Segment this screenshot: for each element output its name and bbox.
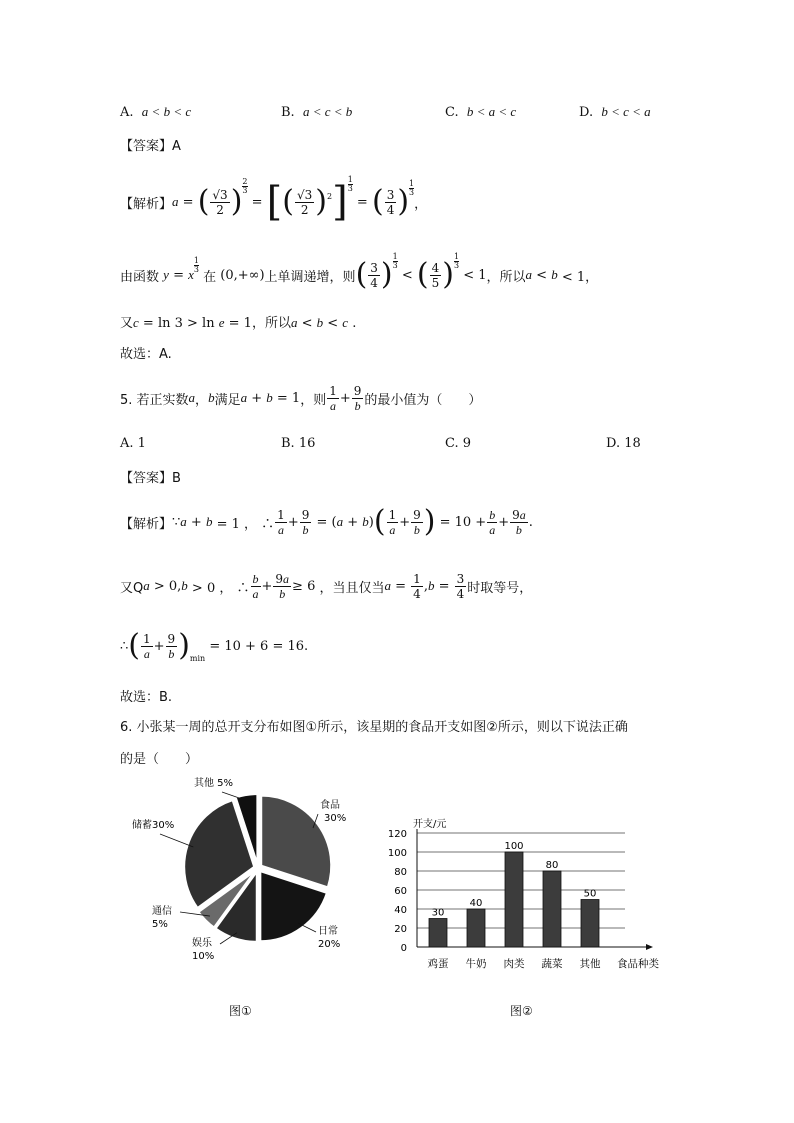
x-axis-arrow-icon <box>646 944 653 950</box>
fraction: $\frac{9a}{b}$ <box>275 571 290 601</box>
text: 又Q <box>120 580 144 596</box>
x-axis-label: 食品种类 <box>617 958 659 970</box>
y-tick-label: 100 <box>387 848 407 859</box>
option-letter: D. <box>579 105 594 120</box>
y-axis-label: 开支/元 <box>413 819 447 830</box>
y-tick-label: 120 <box>387 829 407 840</box>
y-tick-label: 80 <box>394 867 407 878</box>
option-value: 18 <box>624 436 641 451</box>
pie-label-name: 娱乐 <box>192 938 212 949</box>
q5-option-c <box>445 436 471 451</box>
fraction: $\frac{b}{a}$ <box>489 507 496 537</box>
fraction: $\frac{3}{4}$ <box>386 187 395 217</box>
fraction: $\frac{9}{b}$ <box>353 383 362 413</box>
x-tick-label: 牛奶 <box>465 958 487 970</box>
q4-analysis-line3: 又c = ln 3 > ln e = 1，所以a < b < c . <box>120 315 357 331</box>
bar-value-label: 50 <box>583 888 597 900</box>
option-expr: b < a < c <box>466 104 517 119</box>
x-tick-label: 蔬菜 <box>541 958 563 970</box>
x-tick-label: 鸡蛋 <box>427 958 449 970</box>
text: 5. 若正实数 <box>120 392 189 408</box>
x-tick-label: 肉类 <box>503 958 525 970</box>
text: ，则 <box>300 392 327 408</box>
pie-chart <box>120 768 370 978</box>
option-letter: B. <box>281 105 295 120</box>
bar-鸡蛋 <box>429 919 447 948</box>
q4-analysis-line1: 【解析】 a = ( $\frac{√3}{2}$ ) 2 3 = [ ( $\frac{√3}{2}$ ) 2 ] 1 3 = ( $\frac{3}{4}$ ) 1 3 ， <box>120 174 428 225</box>
fraction: $\frac{√3}{2}$ <box>297 187 313 217</box>
bar-value-label: 100 <box>504 841 524 852</box>
fraction: $\frac{4}{5}$ <box>431 260 440 290</box>
fraction: $\frac{3}{4}$ <box>370 260 378 290</box>
q4-answer: 【答案】A <box>120 139 181 154</box>
pie-label: 其他 5% <box>194 778 234 789</box>
bar-value-label: 80 <box>545 860 559 871</box>
fraction: $\frac{9a}{b}$ <box>512 507 526 537</box>
q5-option-a <box>120 436 146 451</box>
q4-analysis-line2: 由函数 y = x 1 3 在 (0,+∞) 上单调递增，则 ( $\frac{3}{4}$ ) 1 3 < ( $\frac{4}{5}$ ) 1 3 < 1 ，所以 a < b < 1， <box>120 251 599 292</box>
fraction: $\frac{9}{b}$ <box>301 507 310 537</box>
text: 又 <box>120 316 134 331</box>
bar-肉类 <box>505 852 523 947</box>
fraction: $\frac{b}{a}$ <box>252 571 259 601</box>
q4-option-d <box>579 104 651 120</box>
q5-analysis-line1: 【解析】 ∵ a + b = 1 ， ∴ $\frac{1}{a}$ + $\frac{9}{b}$ = ( a + b ) ( $\frac{1}{a}$ + $\frac{9}{b}$ ) = 10 + $\frac{b}{a}$ + $\frac{9a}{b}$ . <box>120 504 533 539</box>
fraction: $\frac{1}{a}$ <box>329 383 337 413</box>
fraction: $\frac{1}{a}$ <box>143 631 151 661</box>
y-tick-label: 40 <box>394 905 407 916</box>
pie-label-percent: 5% <box>152 919 168 930</box>
option-expr: a < c < b <box>302 104 353 119</box>
option-value: 1 <box>137 436 146 451</box>
y-tick-label: 60 <box>394 886 407 897</box>
q4-option-a <box>120 104 191 120</box>
q4-option-b <box>281 104 352 120</box>
option-value: 9 <box>462 436 472 451</box>
option-letter: A. <box>120 436 134 451</box>
q5-option-d <box>606 436 641 451</box>
q5-stem: 5. 若正实数 a ， b 满足 a + b = 1 ，则 $\frac{1}{a}$ + $\frac{9}{b}$ 的最小值为（ ） <box>120 383 482 413</box>
text: 上单调递增，则 <box>264 269 356 285</box>
fraction: $\frac{1}{a}$ <box>388 507 397 537</box>
pie-label-name: 食品 <box>320 800 340 811</box>
q4-option-c <box>445 104 516 120</box>
bar-value-label: 30 <box>431 907 445 919</box>
y-tick-label: 20 <box>394 924 407 935</box>
option-expr: b < c < a <box>601 104 651 119</box>
q5-option-b <box>281 436 315 451</box>
y-tick-label: 0 <box>400 943 407 954</box>
option-letter: C. <box>445 436 459 451</box>
fraction: $\frac{√3}{2}$ <box>212 187 228 217</box>
text: ，所以 <box>251 316 291 331</box>
text: 时取等号， <box>467 580 533 596</box>
option-letter: C. <box>445 105 459 120</box>
pie-label-name: 日常 <box>318 926 338 937</box>
q5-choose: 故选：B. <box>120 690 173 705</box>
pie-label-name: 储蓄30% <box>132 820 175 831</box>
text: 的最小值为（ ） <box>364 392 482 408</box>
figure-1-caption: 图① <box>229 1004 252 1018</box>
text: ，当且仅当 <box>319 580 385 596</box>
pie-label-percent: 20% <box>318 939 341 950</box>
bar-蔬菜 <box>543 871 561 947</box>
q4-choose: 故选：A. <box>120 347 172 362</box>
fraction: $\frac{1}{a}$ <box>277 507 285 537</box>
x-tick-label: 其他 <box>579 958 601 970</box>
q5-answer: 【答案】B <box>120 471 181 486</box>
analysis-label: 【解析】 <box>120 196 173 212</box>
option-letter: B. <box>281 436 295 451</box>
q6-stem-line2: 的是（ ） <box>120 752 199 767</box>
fraction: $\frac{9}{b}$ <box>413 507 421 537</box>
pie-label-name: 通信 <box>152 906 172 917</box>
pie-label-percent: 10% <box>192 951 215 962</box>
text: ，所以 <box>486 269 526 285</box>
text: 满足 <box>214 392 241 408</box>
q5-analysis-line2: 又Q a > 0, b > 0 ， ∴ $\frac{b}{a}$ + $\frac{9a}{b}$ ≥ 6 ，当且仅当 a = $\frac{1}{4}$ , b = $\frac{3}{4}$ 时取等号， <box>120 571 533 601</box>
text: 由函数 <box>120 269 160 285</box>
option-expr: a < b < c <box>141 104 192 119</box>
fraction: $\frac{1}{4}$ <box>413 571 421 601</box>
q5-analysis-line3: ∴ ( $\frac{1}{a}$ + $\frac{9}{b}$ ) min = 10 + 6 = 16. <box>120 628 309 663</box>
pie-label-percent: 30% <box>324 813 347 824</box>
analysis-label: 【解析】 <box>120 516 173 532</box>
fraction: $\frac{3}{4}$ <box>456 571 465 601</box>
option-letter: D. <box>606 436 621 451</box>
text: 在 <box>203 269 217 285</box>
option-value: 16 <box>298 436 316 451</box>
bar-value-label: 40 <box>469 898 483 909</box>
figure-2-caption: 图② <box>510 1004 533 1018</box>
q6-stem-line1: 6. 小张某一周的总开支分布如图①所示，该星期的食品开支如图②所示，则以下说法正确 <box>120 720 628 735</box>
bar-chart <box>375 810 675 980</box>
bar-牛奶 <box>467 909 485 947</box>
option-letter: A. <box>120 105 134 120</box>
fraction: $\frac{9}{b}$ <box>167 631 176 661</box>
bar-其他 <box>581 900 599 948</box>
